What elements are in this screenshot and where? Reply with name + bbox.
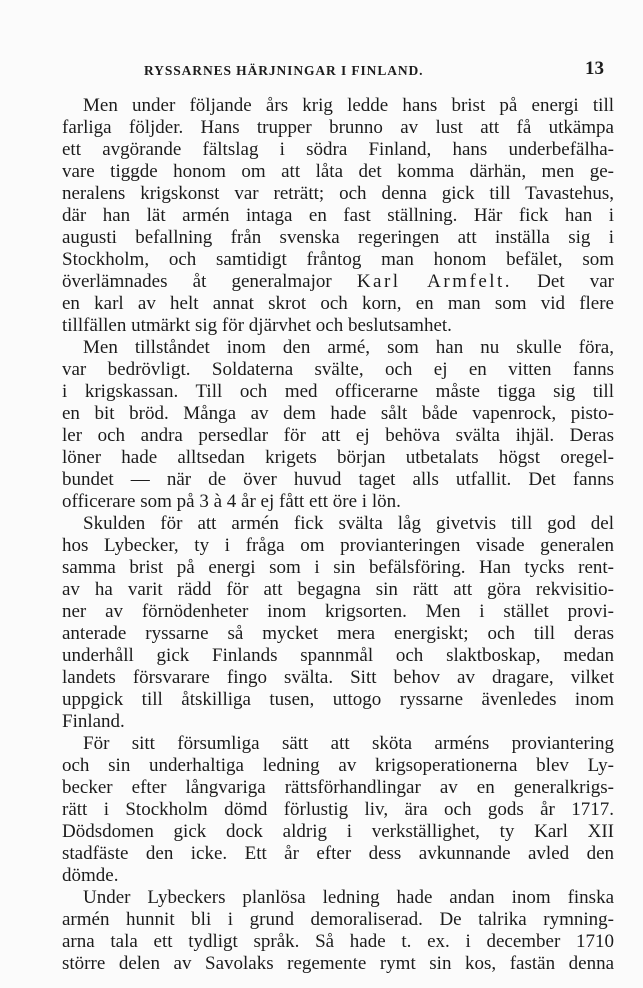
- text-line: ler och andra persedlar för att ej behöva svälta ihjäl. Deras: [62, 425, 614, 446]
- text-line: neralens krigskonst var reträtt; och denna gick till Tavastehus,: [62, 183, 614, 204]
- text-line: en bit bröd. Många av dem hade sålt både vapenrock, pisto-: [62, 403, 614, 424]
- text-span: Det var: [512, 271, 615, 292]
- text-line: och sin underhaltiga ledning av krigsoperationerna blev Ly-: [62, 755, 614, 776]
- text-line: i krigskassan. Till och med officerarne måste tigga sig till: [62, 381, 614, 402]
- text-line: där han lät armén intaga en fast ställning. Här fick han i: [62, 205, 614, 226]
- person-name: Karl Armfelt.: [356, 271, 513, 292]
- text-line: ner av förnödenheter inom krigsorten. Men i stället provi-: [62, 601, 614, 622]
- text-span: överlämnades åt generalmajor: [62, 271, 357, 292]
- text-line: [62, 271, 614, 293]
- text-line: arna tala ett tydligt språk. Så hade t. ex. i december 1710: [62, 931, 614, 952]
- text-line: Finland.: [62, 711, 125, 732]
- text-line: en karl av helt annat skrot och korn, en man som vid flere: [62, 293, 614, 314]
- text-line: Under Lybeckers planlösa ledning hade andan inom finska: [83, 887, 614, 908]
- text-line: För sitt försumliga sätt att sköta arméns proviantering: [83, 733, 614, 754]
- text-line: Men tillståndet inom den armé, som han nu skulle föra,: [83, 337, 614, 358]
- text-line: dömde.: [62, 865, 119, 886]
- text-line: rätt i Stockholm dömd förlustig liv, ära och gods år 1717.: [62, 799, 614, 820]
- body-text: [62, 0, 614, 988]
- text-line: av ha varit rädd för att begagna sin rätt att göra rekvisitio-: [62, 579, 614, 600]
- text-line: Dödsdomen gick dock aldrig i verkställighet, ty Karl XII: [62, 821, 614, 842]
- text-line: ett avgörande fältslag i södra Finland, hans underbefälha-: [62, 139, 614, 160]
- running-head: RYSSARNES HÄRJNINGAR I FINLAND.: [144, 63, 424, 78]
- text-line: landets försvarare fingo svälta. Sitt behov av dragare, vilket: [62, 667, 614, 688]
- text-line: bundet — när de över huvud taget alls utfallit. Det fanns: [62, 469, 614, 490]
- text-line: var bedrövligt. Soldaterna svälte, och ej en vitten fanns: [62, 359, 614, 380]
- text-line: löner hade alltsedan krigets början utbetalats högst oregel-: [62, 447, 614, 468]
- text-line: farliga följder. Hans trupper brunno av lust att få utkämpa: [62, 117, 614, 138]
- text-line: anterade ryssarne så mycket mera energiskt; och till deras: [62, 623, 614, 644]
- text-line: augusti befallning från svenska regeringen att inställa sig i: [62, 227, 614, 248]
- text-line: vare tiggde honom om att låta det komma därhän, men ge-: [62, 161, 614, 182]
- text-line: tillfällen utmärkt sig för djärvhet och beslutsamhet.: [62, 315, 452, 336]
- text-line: uppgick till åtskilliga tusen, uttogo ryssarne ävenledes inom: [62, 689, 614, 710]
- text-line: armén hunnit bli i grund demoraliserad. De talrika rymning-: [62, 909, 614, 930]
- text-line: Skulden för att armén fick svälta låg givetvis till god del: [83, 513, 614, 534]
- text-line: samma brist på energi som i sin befälsföring. Han tycks rent-: [62, 557, 614, 578]
- page-number: 13: [585, 58, 604, 79]
- text-line: stadfäste den icke. Ett år efter dess avkunnande avled den: [62, 843, 614, 864]
- text-line: större delen av Savolaks regemente rymt sin kos, fastän denna: [62, 953, 614, 974]
- text-line: hos Lybecker, ty i fråga om provianteringen visade generalen: [62, 535, 614, 556]
- text-line: underhåll gick Finlands spannmål och slaktboskap, medan: [62, 645, 614, 666]
- text-line: officerare som på 3 à 4 år ej fått ett öre i lön.: [62, 491, 401, 512]
- text-line: Stockholm, och samtidigt fråntog man honom befälet, som: [62, 249, 614, 270]
- text-line: Men under följande års krig ledde hans brist på energi till: [83, 95, 614, 116]
- text-line: becker efter långvariga rättsförhandlingar av en generalkrigs-: [62, 777, 614, 798]
